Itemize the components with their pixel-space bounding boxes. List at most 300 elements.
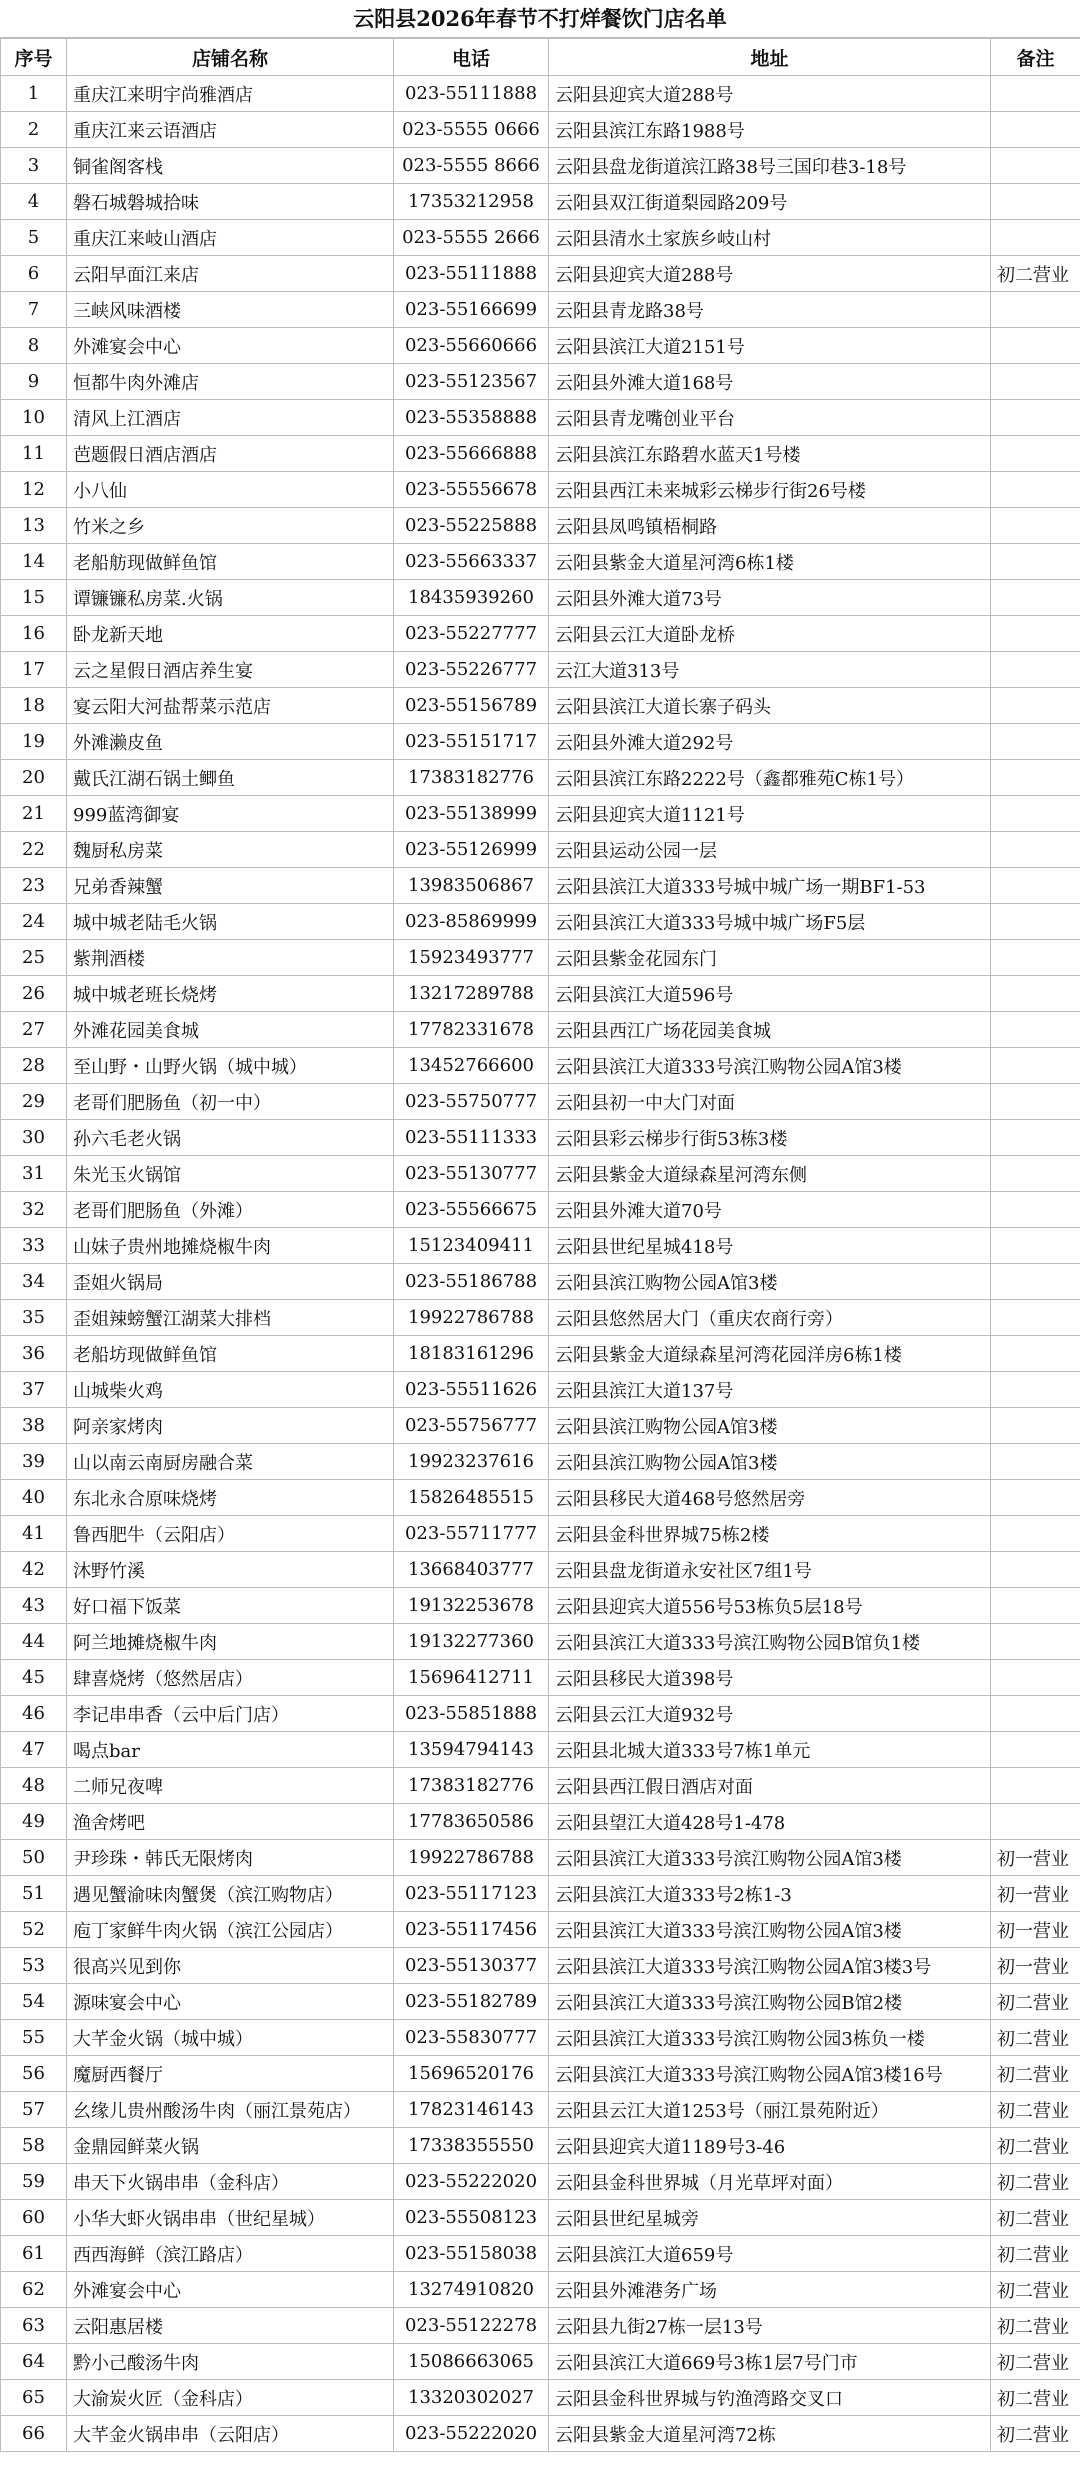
cell-index: 59 <box>1 2164 67 2200</box>
cell-index: 32 <box>1 1192 67 1228</box>
cell-index: 48 <box>1 1768 67 1804</box>
table-row <box>1 76 1080 112</box>
cell-index: 57 <box>1 2092 67 2128</box>
table-row <box>1 1804 1080 1840</box>
cell-shop-name: 老哥们肥肠鱼（初一中） <box>67 1084 394 1120</box>
table-row <box>1 1336 1080 1372</box>
cell-address: 云阳县迎宾大道1121号 <box>549 796 991 832</box>
cell-remark <box>991 652 1080 688</box>
cell-address: 云阳县彩云梯步行街53栋3楼 <box>549 1120 991 1156</box>
cell-index: 3 <box>1 148 67 184</box>
table-row <box>1 2092 1080 2128</box>
cell-index: 52 <box>1 1912 67 1948</box>
cell-remark: 初一营业 <box>991 1840 1080 1876</box>
cell-shop-name: 谭镰镰私房菜.火锅 <box>67 580 394 616</box>
cell-address: 云阳县九街27栋一层13号 <box>549 2308 991 2344</box>
cell-phone: 13320302027 <box>394 2380 549 2416</box>
table-row <box>1 400 1080 436</box>
cell-phone: 023-55186788 <box>394 1264 549 1300</box>
cell-shop-name: 孙六毛老火锅 <box>67 1120 394 1156</box>
cell-remark: 初二营业 <box>991 2272 1080 2308</box>
cell-remark <box>991 724 1080 760</box>
cell-address: 云阳县紫金花园东门 <box>549 940 991 976</box>
cell-shop-name: 歪姐火锅局 <box>67 1264 394 1300</box>
cell-shop-name: 外滩宴会中心 <box>67 2272 394 2308</box>
cell-remark <box>991 292 1080 328</box>
cell-index: 60 <box>1 2200 67 2236</box>
cell-remark: 初二营业 <box>991 1984 1080 2020</box>
table-row <box>1 1624 1080 1660</box>
table-row <box>1 364 1080 400</box>
table-row <box>1 832 1080 868</box>
cell-shop-name: 重庆江来云语酒店 <box>67 112 394 148</box>
cell-phone: 15123409411 <box>394 1228 549 1264</box>
cell-phone: 15086663065 <box>394 2344 549 2380</box>
cell-shop-name: 魏厨私房菜 <box>67 832 394 868</box>
cell-remark <box>991 1732 1080 1768</box>
table-row <box>1 544 1080 580</box>
table-row <box>1 328 1080 364</box>
cell-remark <box>991 364 1080 400</box>
cell-shop-name: 外滩宴会中心 <box>67 328 394 364</box>
cell-address: 云阳县滨江大道137号 <box>549 1372 991 1408</box>
cell-shop-name: 宴云阳大河盐帮菜示范店 <box>67 688 394 724</box>
cell-phone: 023-55111888 <box>394 256 549 292</box>
cell-remark <box>991 1372 1080 1408</box>
cell-address: 云阳县迎宾大道288号 <box>549 76 991 112</box>
cell-index: 65 <box>1 2380 67 2416</box>
cell-index: 14 <box>1 544 67 580</box>
table-row <box>1 1696 1080 1732</box>
table-row <box>1 2308 1080 2344</box>
cell-address: 云阳县青龙嘴创业平台 <box>549 400 991 436</box>
cell-address: 云阳县外滩大道292号 <box>549 724 991 760</box>
cell-index: 19 <box>1 724 67 760</box>
cell-shop-name: 西西海鲜（滨江路店） <box>67 2236 394 2272</box>
cell-address: 云江大道313号 <box>549 652 991 688</box>
cell-address: 云阳县西江未来城彩云梯步行街26号楼 <box>549 472 991 508</box>
cell-phone: 023-55158038 <box>394 2236 549 2272</box>
cell-address: 云阳县西江广场花园美食城 <box>549 1012 991 1048</box>
cell-remark <box>991 1336 1080 1372</box>
cell-index: 54 <box>1 1984 67 2020</box>
cell-remark: 初一营业 <box>991 1948 1080 1984</box>
cell-shop-name: 二师兄夜啤 <box>67 1768 394 1804</box>
table-row <box>1 1588 1080 1624</box>
cell-remark <box>991 148 1080 184</box>
cell-address: 云阳县凤鸣镇梧桐路 <box>549 508 991 544</box>
cell-remark <box>991 1084 1080 1120</box>
cell-remark <box>991 1012 1080 1048</box>
cell-shop-name: 云阳早面江来店 <box>67 256 394 292</box>
cell-remark <box>991 868 1080 904</box>
cell-remark: 初二营业 <box>991 2416 1080 2452</box>
cell-address: 云阳县滨江大道333号滨江购物公园3栋负一楼 <box>549 2020 991 2056</box>
cell-shop-name: 李记串串香（云中后门店） <box>67 1696 394 1732</box>
cell-shop-name: 重庆江来岐山酒店 <box>67 220 394 256</box>
cell-address: 云阳县滨江大道333号滨江购物公园A馆3楼3号 <box>549 1948 991 1984</box>
cell-remark <box>991 328 1080 364</box>
cell-index: 29 <box>1 1084 67 1120</box>
cell-address: 云阳县滨江大道333号滨江购物公园B馆2楼 <box>549 1984 991 2020</box>
cell-remark <box>991 472 1080 508</box>
cell-remark: 初二营业 <box>991 2164 1080 2200</box>
cell-address: 云阳县云江大道932号 <box>549 1696 991 1732</box>
cell-address: 云阳县金科世界城与钓渔湾路交叉口 <box>549 2380 991 2416</box>
cell-index: 62 <box>1 2272 67 2308</box>
cell-address: 云阳县紫金大道星河湾72栋 <box>549 2416 991 2452</box>
cell-address: 云阳县盘龙街道滨江路38号三国印巷3-18号 <box>549 148 991 184</box>
cell-phone: 023-55756777 <box>394 1408 549 1444</box>
cell-phone: 19132253678 <box>394 1588 549 1624</box>
cell-shop-name: 老哥们肥肠鱼（外滩） <box>67 1192 394 1228</box>
cell-address: 云阳县外滩大道70号 <box>549 1192 991 1228</box>
cell-address: 云阳县青龙路38号 <box>549 292 991 328</box>
cell-shop-name: 城中城老班长烧烤 <box>67 976 394 1012</box>
cell-index: 10 <box>1 400 67 436</box>
cell-shop-name: 歪姐辣螃蟹江湖菜大排档 <box>67 1300 394 1336</box>
table-row <box>1 1732 1080 1768</box>
cell-remark <box>991 1444 1080 1480</box>
cell-remark <box>991 184 1080 220</box>
table-row <box>1 2344 1080 2380</box>
cell-phone: 023-55226777 <box>394 652 549 688</box>
cell-shop-name: 山妹子贵州地摊烧椒牛肉 <box>67 1228 394 1264</box>
cell-remark: 初二营业 <box>991 2128 1080 2164</box>
cell-shop-name: 好口福下饭菜 <box>67 1588 394 1624</box>
cell-shop-name: 肆喜烧烤（悠然居店） <box>67 1660 394 1696</box>
cell-remark: 初二营业 <box>991 2200 1080 2236</box>
cell-shop-name: 大渝炭火匠（金科店） <box>67 2380 394 2416</box>
cell-shop-name: 铜雀阁客栈 <box>67 148 394 184</box>
cell-phone: 023-55556678 <box>394 472 549 508</box>
cell-index: 51 <box>1 1876 67 1912</box>
table-row <box>1 1084 1080 1120</box>
cell-phone: 18183161296 <box>394 1336 549 1372</box>
cell-address: 云阳县外滩大道73号 <box>549 580 991 616</box>
cell-phone: 023-55851888 <box>394 1696 549 1732</box>
cell-phone: 17823146143 <box>394 2092 549 2128</box>
cell-remark <box>991 1300 1080 1336</box>
table-row <box>1 688 1080 724</box>
table-row <box>1 2236 1080 2272</box>
table-body <box>1 76 1080 2452</box>
cell-index: 31 <box>1 1156 67 1192</box>
cell-phone: 023-5555 0666 <box>394 112 549 148</box>
cell-phone: 023-55117123 <box>394 1876 549 1912</box>
table-row <box>1 1480 1080 1516</box>
cell-remark: 初二营业 <box>991 2344 1080 2380</box>
cell-phone: 17782331678 <box>394 1012 549 1048</box>
cell-phone: 13983506867 <box>394 868 549 904</box>
cell-shop-name: 紫荆酒楼 <box>67 940 394 976</box>
cell-index: 6 <box>1 256 67 292</box>
cell-address: 云阳县移民大道398号 <box>549 1660 991 1696</box>
table-row <box>1 1912 1080 1948</box>
table-row <box>1 2164 1080 2200</box>
table-row <box>1 1372 1080 1408</box>
table-row <box>1 760 1080 796</box>
cell-phone: 19922786788 <box>394 1300 549 1336</box>
cell-shop-name: 大芊金火锅串串（云阳店） <box>67 2416 394 2452</box>
cell-address: 云阳县运动公园一层 <box>549 832 991 868</box>
header-remark: 备注 <box>991 39 1080 76</box>
cell-address: 云阳县云江大道卧龙桥 <box>549 616 991 652</box>
document-title: 云阳县2026年春节不打烊餐饮门店名单 <box>0 0 1080 38</box>
cell-index: 5 <box>1 220 67 256</box>
table-row <box>1 1408 1080 1444</box>
cell-index: 37 <box>1 1372 67 1408</box>
cell-phone: 19923237616 <box>394 1444 549 1480</box>
cell-shop-name: 喝点bar <box>67 1732 394 1768</box>
cell-index: 1 <box>1 76 67 112</box>
cell-remark <box>991 976 1080 1012</box>
table-row <box>1 436 1080 472</box>
cell-index: 12 <box>1 472 67 508</box>
cell-remark <box>991 1192 1080 1228</box>
cell-index: 64 <box>1 2344 67 2380</box>
cell-phone: 17353212958 <box>394 184 549 220</box>
cell-address: 云阳县滨江东路碧水蓝天1号楼 <box>549 436 991 472</box>
cell-address: 云阳县滨江大道596号 <box>549 976 991 1012</box>
table-row <box>1 1228 1080 1264</box>
cell-address: 云阳县滨江大道333号滨江购物公园A馆3楼 <box>549 1912 991 1948</box>
cell-shop-name: 小八仙 <box>67 472 394 508</box>
cell-phone: 023-55130377 <box>394 1948 549 1984</box>
cell-index: 38 <box>1 1408 67 1444</box>
table-row <box>1 868 1080 904</box>
cell-address: 云阳县初一中大门对面 <box>549 1084 991 1120</box>
cell-phone: 023-55830777 <box>394 2020 549 2056</box>
cell-phone: 023-55130777 <box>394 1156 549 1192</box>
cell-phone: 023-55358888 <box>394 400 549 436</box>
table-row <box>1 724 1080 760</box>
cell-phone: 023-55111333 <box>394 1120 549 1156</box>
table-row <box>1 796 1080 832</box>
cell-index: 15 <box>1 580 67 616</box>
cell-address: 云阳县紫金大道绿森星河湾东侧 <box>549 1156 991 1192</box>
cell-shop-name: 清风上江酒店 <box>67 400 394 436</box>
cell-address: 云阳县滨江购物公园A馆3楼 <box>549 1408 991 1444</box>
cell-remark: 初二营业 <box>991 2056 1080 2092</box>
cell-index: 53 <box>1 1948 67 1984</box>
cell-address: 云阳县滨江东路2222号（鑫都雅苑C栋1号） <box>549 760 991 796</box>
cell-remark <box>991 1048 1080 1084</box>
cell-remark <box>991 436 1080 472</box>
cell-address: 云阳县金科世界城（月光草坪对面） <box>549 2164 991 2200</box>
cell-address: 云阳县滨江购物公园A馆3楼 <box>549 1264 991 1300</box>
cell-remark <box>991 1408 1080 1444</box>
table-row <box>1 1300 1080 1336</box>
cell-phone: 023-55225888 <box>394 508 549 544</box>
cell-index: 44 <box>1 1624 67 1660</box>
cell-remark <box>991 508 1080 544</box>
cell-remark <box>991 1228 1080 1264</box>
cell-index: 26 <box>1 976 67 1012</box>
cell-address: 云阳县盘龙街道永安社区7组1号 <box>549 1552 991 1588</box>
table-row <box>1 2416 1080 2452</box>
cell-shop-name: 黔小己酸汤牛肉 <box>67 2344 394 2380</box>
cell-address: 云阳县滨江东路1988号 <box>549 112 991 148</box>
cell-shop-name: 源味宴会中心 <box>67 1984 394 2020</box>
cell-address: 云阳县西江假日酒店对面 <box>549 1768 991 1804</box>
cell-remark <box>991 220 1080 256</box>
cell-index: 21 <box>1 796 67 832</box>
cell-phone: 15696412711 <box>394 1660 549 1696</box>
cell-address: 云阳县滨江大道333号滨江购物公园B馆负1楼 <box>549 1624 991 1660</box>
cell-remark: 初一营业 <box>991 1876 1080 1912</box>
cell-shop-name: 阿亲家烤肉 <box>67 1408 394 1444</box>
cell-address: 云阳县滨江大道长寨子码头 <box>549 688 991 724</box>
cell-remark <box>991 1768 1080 1804</box>
table-row <box>1 1948 1080 1984</box>
cell-index: 8 <box>1 328 67 364</box>
cell-shop-name: 云之星假日酒店养生宴 <box>67 652 394 688</box>
cell-shop-name: 至山野・山野火锅（城中城） <box>67 1048 394 1084</box>
cell-remark <box>991 1696 1080 1732</box>
cell-remark: 初二营业 <box>991 2380 1080 2416</box>
cell-index: 30 <box>1 1120 67 1156</box>
cell-index: 66 <box>1 2416 67 2452</box>
cell-index: 40 <box>1 1480 67 1516</box>
cell-shop-name: 城中城老陆毛火锅 <box>67 904 394 940</box>
cell-phone: 023-55227777 <box>394 616 549 652</box>
table-row <box>1 1048 1080 1084</box>
cell-phone: 023-55511626 <box>394 1372 549 1408</box>
cell-index: 13 <box>1 508 67 544</box>
cell-phone: 13668403777 <box>394 1552 549 1588</box>
cell-address: 云阳县悠然居大门（重庆农商行旁） <box>549 1300 991 1336</box>
cell-shop-name: 阿兰地摊烧椒牛肉 <box>67 1624 394 1660</box>
cell-address: 云阳县滨江购物公园A馆3楼 <box>549 1444 991 1480</box>
table-row <box>1 148 1080 184</box>
cell-address: 云阳县滨江大道333号2栋1-3 <box>549 1876 991 1912</box>
cell-phone: 023-55122278 <box>394 2308 549 2344</box>
cell-phone: 023-55666888 <box>394 436 549 472</box>
cell-index: 23 <box>1 868 67 904</box>
cell-phone: 17783650586 <box>394 1804 549 1840</box>
cell-index: 33 <box>1 1228 67 1264</box>
cell-phone: 023-55660666 <box>394 328 549 364</box>
cell-index: 49 <box>1 1804 67 1840</box>
cell-remark <box>991 1120 1080 1156</box>
cell-shop-name: 戴氏江湖石锅土鲫鱼 <box>67 760 394 796</box>
cell-index: 16 <box>1 616 67 652</box>
cell-index: 43 <box>1 1588 67 1624</box>
table-row <box>1 940 1080 976</box>
table-row <box>1 1660 1080 1696</box>
cell-address: 云阳县迎宾大道288号 <box>549 256 991 292</box>
table-row <box>1 1876 1080 1912</box>
cell-address: 云阳县滨江大道333号滨江购物公园A馆3楼16号 <box>549 2056 991 2092</box>
cell-address: 云阳县滨江大道669号3栋1层7号门市 <box>549 2344 991 2380</box>
table-row <box>1 1984 1080 2020</box>
cell-address: 云阳县迎宾大道1189号3-46 <box>549 2128 991 2164</box>
table-row <box>1 652 1080 688</box>
table-row <box>1 508 1080 544</box>
header-index: 序号 <box>1 39 67 76</box>
cell-phone: 023-55750777 <box>394 1084 549 1120</box>
cell-index: 17 <box>1 652 67 688</box>
cell-index: 36 <box>1 1336 67 1372</box>
cell-shop-name: 山以南云南厨房融合菜 <box>67 1444 394 1480</box>
header-shop-name: 店铺名称 <box>67 39 394 76</box>
cell-shop-name: 恒都牛肉外滩店 <box>67 364 394 400</box>
cell-shop-name: 很高兴见到你 <box>67 1948 394 1984</box>
table-row <box>1 292 1080 328</box>
cell-remark <box>991 616 1080 652</box>
cell-shop-name: 小华大虾火锅串串（世纪星城） <box>67 2200 394 2236</box>
cell-address: 云阳县滨江大道659号 <box>549 2236 991 2272</box>
table-row <box>1 1552 1080 1588</box>
cell-address: 云阳县迎宾大道556号53栋负5层18号 <box>549 1588 991 1624</box>
cell-address: 云阳县滨江大道333号城中城广场一期BF1-53 <box>549 868 991 904</box>
cell-phone: 19922786788 <box>394 1840 549 1876</box>
cell-index: 45 <box>1 1660 67 1696</box>
cell-index: 35 <box>1 1300 67 1336</box>
cell-index: 24 <box>1 904 67 940</box>
cell-phone: 13274910820 <box>394 2272 549 2308</box>
cell-remark: 初二营业 <box>991 2308 1080 2344</box>
table-row <box>1 1516 1080 1552</box>
table-row <box>1 2380 1080 2416</box>
cell-phone: 13594794143 <box>394 1732 549 1768</box>
cell-phone: 023-5555 8666 <box>394 148 549 184</box>
cell-remark: 初二营业 <box>991 256 1080 292</box>
cell-index: 63 <box>1 2308 67 2344</box>
cell-remark <box>991 760 1080 796</box>
cell-phone: 17383182776 <box>394 1768 549 1804</box>
cell-address: 云阳县紫金大道星河湾6栋1楼 <box>549 544 991 580</box>
cell-shop-name: 老船坊现做鲜鱼馆 <box>67 1336 394 1372</box>
cell-remark <box>991 832 1080 868</box>
cell-index: 28 <box>1 1048 67 1084</box>
cell-remark <box>991 1588 1080 1624</box>
cell-remark <box>991 1660 1080 1696</box>
cell-address: 云阳县望江大道428号1-478 <box>549 1804 991 1840</box>
cell-shop-name: 外滩花园美食城 <box>67 1012 394 1048</box>
cell-remark: 初二营业 <box>991 2236 1080 2272</box>
cell-index: 55 <box>1 2020 67 2056</box>
cell-index: 7 <box>1 292 67 328</box>
cell-remark <box>991 544 1080 580</box>
cell-remark: 初二营业 <box>991 2020 1080 2056</box>
cell-address: 云阳县云江大道1253号（丽江景苑附近） <box>549 2092 991 2128</box>
cell-address: 云阳县世纪星城旁 <box>549 2200 991 2236</box>
table-row <box>1 2272 1080 2308</box>
cell-phone: 023-55663337 <box>394 544 549 580</box>
cell-remark: 初二营业 <box>991 2092 1080 2128</box>
cell-shop-name: 外滩濑皮鱼 <box>67 724 394 760</box>
table-row <box>1 2056 1080 2092</box>
cell-index: 39 <box>1 1444 67 1480</box>
cell-phone: 023-55711777 <box>394 1516 549 1552</box>
cell-remark <box>991 1552 1080 1588</box>
cell-shop-name: 遇见蟹渝味肉蟹煲（滨江购物店） <box>67 1876 394 1912</box>
table-row <box>1 2128 1080 2164</box>
cell-phone: 023-55126999 <box>394 832 549 868</box>
cell-shop-name: 庖丁家鲜牛肉火锅（滨江公园店） <box>67 1912 394 1948</box>
table-header-row <box>1 39 1080 76</box>
table-row <box>1 1192 1080 1228</box>
cell-remark <box>991 112 1080 148</box>
cell-shop-name: 重庆江来明宇尚雅酒店 <box>67 76 394 112</box>
cell-phone: 15826485515 <box>394 1480 549 1516</box>
cell-address: 云阳县滨江大道333号滨江购物公园A馆3楼 <box>549 1048 991 1084</box>
cell-address: 云阳县外滩港务广场 <box>549 2272 991 2308</box>
cell-phone: 023-55123567 <box>394 364 549 400</box>
cell-address: 云阳县滨江大道333号城中城广场F5层 <box>549 904 991 940</box>
